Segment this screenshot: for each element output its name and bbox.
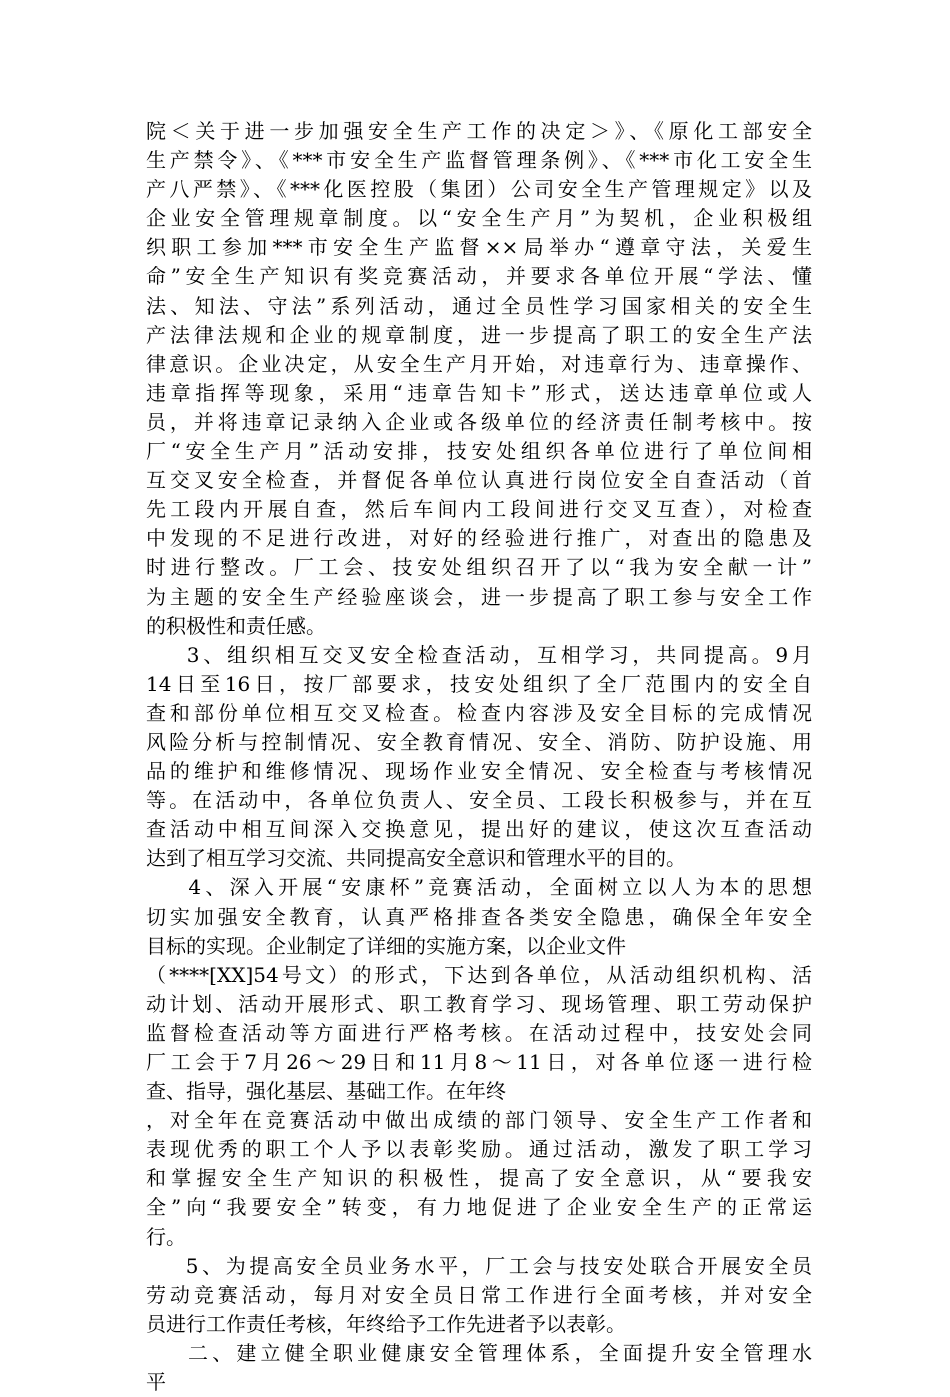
text-line: 命”安全生产知识有奖竞赛活动，并要求各单位开展“学法、懂 xyxy=(146,264,812,289)
text-line: ，对全年在竞赛活动中做出成绩的部门领导、安全生产工作者和 xyxy=(146,1108,812,1133)
text-line: 产法律法规和企业的规章制度，进一步提高了职工的安全生产法 xyxy=(146,322,812,347)
text-line: 织职工参加***市安全生产监督××局举办“遵章守法，关爱生 xyxy=(146,235,812,260)
text-line: 平 xyxy=(146,1370,166,1395)
document-body xyxy=(146,117,812,1397)
text-line: 行。 xyxy=(146,1224,186,1249)
text-line: 全”向“我要安全”转变，有力地促进了企业安全生产的正常运 xyxy=(146,1195,812,1220)
text-line: 品的维护和维修情况、现场作业安全情况、安全检查与考核情况 xyxy=(146,759,812,784)
text-line: 员进行工作责任考核，年终给予工作先进者予以表彰。 xyxy=(146,1311,626,1336)
text-line: 产八严禁》、《***化医控股（集团）公司安全生产管理规定》以及 xyxy=(146,177,812,202)
text-line: 风险分析与控制情况、安全教育情况、安全、消防、防护设施、用 xyxy=(146,729,812,754)
text-line: 法、知法、守法”系列活动，通过全员性学习国家相关的安全生 xyxy=(146,293,812,318)
text-line: 查活动中相互间深入交换意见，提出好的建议，使这次互查活动 xyxy=(146,817,812,842)
text-line: 厂“安全生产月”活动安排，技安处组织各单位进行了单位间相 xyxy=(146,439,812,464)
text-line: 为主题的安全生产经验座谈会，进一步提高了职工参与安全工作 xyxy=(146,584,812,609)
text-line: 企业安全管理规章制度。以“安全生产月”为契机，企业积极组 xyxy=(146,206,812,231)
text-line: 动计划、活动开展形式、职工教育学习、现场管理、职工劳动保护 xyxy=(146,991,812,1016)
text-line: 二、建立健全职业健康安全管理体系，全面提升安全管理水 xyxy=(146,1340,812,1365)
text-line: 查和部份单位相互交叉检查。检查内容涉及安全目标的完成情况 xyxy=(146,700,812,725)
text-line: （****[XX]54号文）的形式，下达到各单位，从活动组织机构、活 xyxy=(146,962,812,987)
text-line: 14日至16日，按厂部要求，技安处组织了全厂范围内的安全自 xyxy=(146,671,812,696)
text-line: 切实加强安全教育，认真严格排查各类安全隐患，确保全年安全 xyxy=(146,904,812,929)
text-line: 表现优秀的职工个人予以表彰奖励。通过活动，激发了职工学习 xyxy=(146,1137,812,1162)
text-line: 违章指挥等现象，采用“违章告知卡”形式，送达违章单位或人 xyxy=(146,380,812,405)
text-line: 厂工会于7月26～29日和11月8～11日，对各单位逐一进行检 xyxy=(146,1050,812,1074)
text-line: 员，并将违章记录纳入企业或各级单位的经济责任制考核中。按 xyxy=(146,409,812,434)
text-line: 查、指导，强化基层、基础工作。在年终 xyxy=(146,1079,506,1104)
text-line: 等。在活动中，各单位负责人、安全员、工段长积极参与，并在互 xyxy=(146,788,812,813)
text-line: 目标的实现。企业制定了详细的实施方案，以企业文件 xyxy=(146,933,626,958)
text-line: 监督检查活动等方面进行严格考核。在活动过程中，技安处会同 xyxy=(146,1020,812,1045)
text-line: 的积极性和责任感。 xyxy=(146,613,326,638)
text-line: 劳动竞赛活动，每月对安全员日常工作进行全面考核，并对安全 xyxy=(146,1282,812,1307)
text-line: 律意识。企业决定，从安全生产月开始，对违章行为、违章操作、 xyxy=(146,351,812,376)
text-line: 互交叉安全检查，并督促各单位认真进行岗位安全自查活动（首 xyxy=(146,468,812,493)
text-line: 时进行整改。厂工会、技安处组织召开了以“我为安全献一计” xyxy=(146,555,812,580)
text-line: 3、组织相互交叉安全检查活动，互相学习，共同提高。9月 xyxy=(146,642,812,667)
text-line: 达到了相互学习交流、共同提高安全意识和管理水平的目的。 xyxy=(146,846,686,871)
text-line: 5、为提高安全员业务水平，厂工会与技安处联合开展安全员 xyxy=(146,1253,812,1278)
text-line: 生产禁令》、《***市安全生产监督管理条例》、《***市化工安全生 xyxy=(146,148,812,173)
text-line: 和掌握安全生产知识的积极性，提高了安全意识，从“要我安 xyxy=(146,1166,812,1191)
text-line: 4、深入开展“安康杯”竞赛活动，全面树立以人为本的思想 xyxy=(146,875,812,900)
text-line: 院＜关于进一步加强安全生产工作的决定＞》、《原化工部安全 xyxy=(146,119,812,143)
text-line: 中发现的不足进行改进，对好的经验进行推广，对查出的隐患及 xyxy=(146,526,812,551)
text-line: 先工段内开展自查，然后车间内工段间进行交叉互查），对检查 xyxy=(146,497,812,522)
